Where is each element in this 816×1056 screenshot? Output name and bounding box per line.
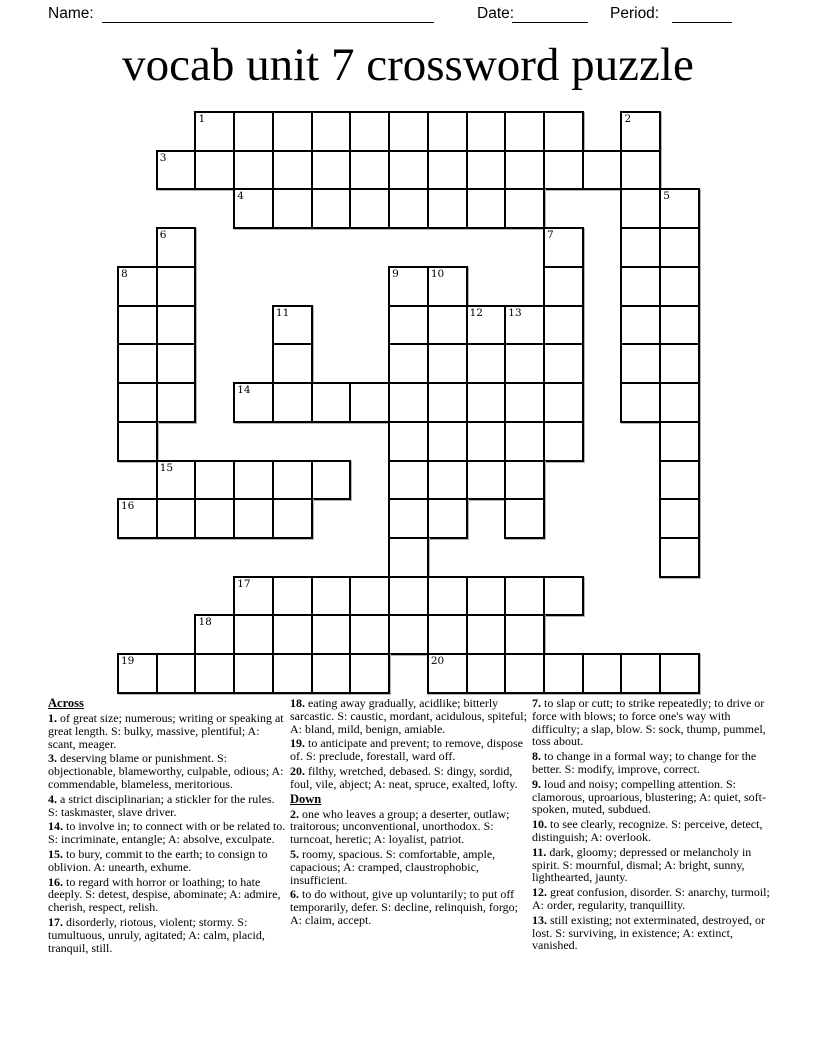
grid-cell[interactable] bbox=[466, 460, 507, 501]
cell-number: 15 bbox=[159, 461, 174, 474]
grid-cell[interactable] bbox=[427, 188, 468, 229]
grid-cell[interactable] bbox=[272, 188, 313, 229]
grid-cell[interactable] bbox=[117, 343, 158, 384]
clue-num: 1. bbox=[48, 711, 57, 725]
clue-num: 2. bbox=[290, 806, 299, 821]
cell-number: 12 bbox=[469, 306, 483, 319]
clue-column bbox=[532, 697, 770, 956]
grid-cell[interactable] bbox=[349, 150, 390, 191]
date-label: Date: bbox=[477, 5, 515, 22]
clue: 10. to see clearly, recognize. S: perceive, detect, distinguish; A: overlook. bbox=[532, 817, 763, 844]
grid-cell[interactable] bbox=[311, 614, 352, 655]
grid-cell[interactable] bbox=[427, 382, 468, 423]
grid-cell[interactable] bbox=[466, 150, 507, 191]
grid-cell[interactable] bbox=[427, 150, 468, 191]
grid-cell[interactable] bbox=[388, 537, 429, 578]
clue: 6. to do without, give up voluntarily; to put off temporarily, defer. S: decline, relinquish, forgo; A: claim, accept. bbox=[290, 887, 518, 927]
grid-cell[interactable] bbox=[388, 188, 429, 229]
grid-cell[interactable] bbox=[582, 150, 623, 191]
cell-number: 11 bbox=[275, 306, 290, 319]
clue: 18. eating away gradually, acidlike; bitterly sarcastic. S: caustic, mordant, acidulous, spiteful; A: bland, mild, benign, amiable. bbox=[290, 696, 527, 736]
grid-cell[interactable] bbox=[388, 343, 429, 384]
grid-cell[interactable] bbox=[349, 576, 390, 617]
cell-number: 13 bbox=[508, 306, 522, 319]
grid-cell[interactable] bbox=[659, 305, 700, 346]
clue-section-heading: Across bbox=[48, 696, 84, 710]
page-title: vocab unit 7 crossword puzzle bbox=[122, 39, 694, 91]
clue-num: 15. bbox=[48, 846, 63, 861]
grid-cell[interactable] bbox=[311, 576, 352, 617]
clue-num: 18. bbox=[290, 696, 305, 710]
grid-cell[interactable] bbox=[233, 460, 274, 501]
grid-cell[interactable] bbox=[311, 111, 352, 152]
grid-cell[interactable] bbox=[427, 305, 468, 346]
clue-num: 4. bbox=[48, 791, 57, 806]
clue: 19. to anticipate and prevent; to remove, dispose of. S: preclude, forestall, ward off. bbox=[290, 736, 523, 764]
grid-cell[interactable] bbox=[233, 111, 274, 152]
cell-number: 7 bbox=[547, 229, 554, 242]
grid-cell[interactable] bbox=[194, 460, 235, 501]
grid-cell[interactable] bbox=[504, 421, 545, 462]
grid-cell[interactable] bbox=[466, 614, 507, 655]
cell-number: 1 bbox=[198, 113, 206, 125]
clue-section-heading: Down bbox=[290, 791, 322, 806]
cell-number: 10 bbox=[430, 267, 445, 280]
grid-cell[interactable] bbox=[349, 382, 390, 423]
grid-cell[interactable] bbox=[194, 150, 235, 191]
clue-num: 3. bbox=[48, 751, 57, 766]
grid-cell[interactable] bbox=[272, 576, 313, 617]
grid-cell[interactable] bbox=[349, 111, 390, 152]
clue: 14. to involve in; to connect with or be related to. S: incriminate, entangle; A: absolve, exculpate. bbox=[48, 819, 286, 847]
grid-cell[interactable] bbox=[659, 266, 700, 307]
grid-cell[interactable] bbox=[349, 614, 390, 655]
grid-cell[interactable] bbox=[427, 343, 468, 384]
grid-cell[interactable] bbox=[620, 227, 661, 268]
grid-cell[interactable] bbox=[233, 653, 274, 694]
cell-number: 17 bbox=[237, 577, 251, 590]
grid-cell[interactable] bbox=[272, 498, 313, 539]
grid-cell[interactable] bbox=[388, 111, 429, 152]
grid-cell[interactable] bbox=[388, 498, 429, 539]
grid-cell[interactable] bbox=[659, 460, 700, 501]
grid-cell[interactable] bbox=[466, 382, 507, 423]
clue-num: 5. bbox=[290, 846, 299, 861]
cell-number: 3 bbox=[159, 151, 167, 164]
grid-cell[interactable] bbox=[156, 382, 197, 423]
cell-number: 18 bbox=[198, 616, 212, 629]
grid-cell[interactable] bbox=[543, 343, 584, 384]
grid-cell[interactable] bbox=[311, 150, 352, 191]
grid-cell[interactable] bbox=[156, 266, 197, 307]
grid-cell[interactable] bbox=[543, 576, 584, 617]
clue: 11. dark, gloomy; depressed or melancholy in spirit. S: mournful, dismal; A: bright, sunny, lighthearted, jaunty. bbox=[532, 844, 752, 885]
grid-cell[interactable] bbox=[466, 653, 507, 694]
clue: 17. disorderly, riotous, violent; stormy. S: tumultuous, unruly, agitated; A: calm, placid, tranquil, still. bbox=[48, 914, 265, 955]
grid-cell[interactable] bbox=[427, 421, 468, 462]
grid-cell[interactable] bbox=[388, 305, 429, 346]
grid-cell[interactable] bbox=[427, 111, 468, 152]
grid-cell[interactable] bbox=[388, 576, 429, 617]
clue-num: 20. bbox=[290, 763, 305, 778]
grid-cell[interactable] bbox=[659, 537, 700, 578]
grid-cell[interactable] bbox=[466, 576, 507, 617]
clue-num: 13. bbox=[532, 912, 547, 927]
grid-cell[interactable] bbox=[620, 150, 661, 191]
grid-cell[interactable] bbox=[349, 653, 390, 694]
grid-cell[interactable] bbox=[194, 498, 235, 539]
grid-cell[interactable] bbox=[504, 498, 545, 539]
grid-cell[interactable] bbox=[466, 421, 507, 462]
cell-number: 5 bbox=[663, 190, 670, 203]
grid-cell[interactable] bbox=[272, 382, 313, 423]
cell-number: 6 bbox=[159, 229, 167, 242]
cell-number: 16 bbox=[121, 500, 135, 513]
grid-cell[interactable] bbox=[156, 343, 197, 384]
cell-number: 19 bbox=[121, 655, 135, 668]
clue: 16. to regard with horror or loathing; to hate deeply. S: detest, despise, abominate; A: admire, cherish, respect, relish. bbox=[48, 874, 281, 915]
clue-num: 10. bbox=[532, 817, 547, 832]
clue: 2. one who leaves a group; a deserter, outlaw; traitorous; unconventional, unorthodox. S: turncoat, heretic; A: loyalist, patriot. bbox=[290, 806, 510, 847]
grid-cell[interactable] bbox=[466, 343, 507, 384]
grid-cell[interactable] bbox=[659, 343, 700, 384]
clue-num: 9. bbox=[532, 776, 541, 791]
cell-number: 2 bbox=[624, 113, 632, 125]
grid-cell[interactable] bbox=[156, 305, 197, 346]
clue-num: 17. bbox=[48, 914, 63, 929]
grid-cell[interactable] bbox=[466, 188, 507, 229]
clue: 8. to change in a formal way; to change for the better. S: modify, improve, correct. bbox=[532, 749, 757, 776]
grid-cell[interactable] bbox=[504, 188, 545, 229]
grid-cell[interactable] bbox=[233, 150, 274, 191]
clue: 9. loud and noisy; compelling attention. S: clamorous, uproarious, blustering; A: quiet, soft-spoken, muted, subdued. bbox=[532, 776, 766, 817]
grid-cell[interactable] bbox=[311, 382, 352, 423]
grid-cell[interactable] bbox=[504, 576, 545, 617]
grid-cell[interactable] bbox=[117, 382, 158, 423]
clue-num: 16. bbox=[48, 874, 63, 889]
name-label: Name: bbox=[48, 5, 94, 22]
clue-num: 11. bbox=[532, 844, 547, 859]
grid-cell[interactable] bbox=[659, 421, 700, 462]
grid-cell[interactable] bbox=[388, 460, 429, 501]
grid-cell[interactable] bbox=[620, 382, 661, 423]
grid-cell[interactable] bbox=[233, 614, 274, 655]
grid-cell[interactable] bbox=[620, 343, 661, 384]
clue: 13. still existing; not exterminated, destroyed, or lost. S: surviving, in existence; A: extinct, vanished. bbox=[532, 912, 765, 953]
grid-cell[interactable] bbox=[427, 460, 468, 501]
grid-cell[interactable] bbox=[504, 614, 545, 655]
grid-cell[interactable] bbox=[659, 653, 700, 694]
grid-cell[interactable] bbox=[388, 614, 429, 655]
grid-cell[interactable] bbox=[427, 576, 468, 617]
grid-cell[interactable] bbox=[117, 421, 158, 462]
grid-cell[interactable] bbox=[311, 653, 352, 694]
grid-cell[interactable] bbox=[272, 150, 313, 191]
clue-num: 7. bbox=[532, 696, 541, 710]
clue-column bbox=[48, 697, 286, 956]
clue: 20. filthy, wretched, debased. S: dingy, sordid, foul, vile, abject; A: neat, spruce, exalted, lofty. bbox=[290, 763, 518, 791]
grid-cell[interactable] bbox=[272, 653, 313, 694]
grid-cell[interactable] bbox=[659, 498, 700, 539]
grid-cell[interactable] bbox=[543, 266, 584, 307]
clue-num: 8. bbox=[532, 749, 541, 764]
name-blank-line[interactable] bbox=[102, 22, 434, 23]
grid-cell[interactable] bbox=[504, 653, 545, 694]
grid-cell[interactable] bbox=[311, 188, 352, 229]
grid-cell[interactable] bbox=[543, 150, 584, 191]
grid-cell[interactable] bbox=[543, 382, 584, 423]
clue: 15. to bury, commit to the earth; to consign to oblivion. A: unearth, exhume. bbox=[48, 846, 268, 874]
grid-cell[interactable] bbox=[272, 614, 313, 655]
clue-num: 19. bbox=[290, 736, 305, 751]
cell-number: 8 bbox=[121, 267, 128, 280]
grid-cell[interactable] bbox=[504, 111, 545, 152]
clue: 7. to slap or cutt; to strike repeatedly; to drive or force with blows; to force one's way with difficulty; a slap, blow. S: sock, thump, pummel, toss about. bbox=[532, 696, 766, 749]
clue-column bbox=[290, 697, 528, 956]
grid-cell[interactable] bbox=[543, 111, 584, 152]
clues-area bbox=[48, 697, 772, 956]
crossword-grid bbox=[117, 111, 701, 695]
clue-num: 6. bbox=[290, 887, 299, 902]
grid-cell[interactable] bbox=[272, 460, 313, 501]
clue-num: 14. bbox=[48, 819, 63, 834]
grid-cell[interactable] bbox=[272, 343, 313, 384]
grid-cell[interactable] bbox=[620, 653, 661, 694]
grid-cell[interactable] bbox=[349, 188, 390, 229]
cell-number: 9 bbox=[392, 267, 399, 280]
clue: 1. of great size; numerous; writing or speaking at great length. S: bulky, massive, plentiful; A: scant, meager. bbox=[48, 711, 284, 751]
grid-cell[interactable] bbox=[388, 421, 429, 462]
grid-cell[interactable] bbox=[194, 653, 235, 694]
grid-cell[interactable] bbox=[620, 266, 661, 307]
clue: 12. great confusion, disorder. S: anarchy, turmoil; A: order, regularity, tranquillity. bbox=[532, 885, 770, 912]
grid-cell[interactable] bbox=[156, 653, 197, 694]
grid-cell[interactable] bbox=[117, 305, 158, 346]
grid-cell[interactable] bbox=[659, 382, 700, 423]
grid-cell[interactable] bbox=[156, 498, 197, 539]
grid-cell[interactable] bbox=[466, 111, 507, 152]
grid-cell[interactable] bbox=[427, 498, 468, 539]
grid-cell[interactable] bbox=[427, 614, 468, 655]
period-label: Period: bbox=[610, 5, 660, 22]
clue-num: 12. bbox=[532, 885, 547, 900]
grid-cell[interactable] bbox=[543, 305, 584, 346]
grid-cell[interactable] bbox=[620, 305, 661, 346]
cell-number: 20 bbox=[430, 655, 445, 668]
grid-cell[interactable] bbox=[582, 653, 623, 694]
grid-cell[interactable] bbox=[504, 343, 545, 384]
grid-cell[interactable] bbox=[311, 460, 352, 501]
grid-cell[interactable] bbox=[620, 188, 661, 229]
clue: 5. roomy, spacious. S: comfortable, ample, capacious; A: cramped, claustrophobic, insufficient. bbox=[290, 846, 496, 887]
cell-number: 4 bbox=[237, 190, 244, 203]
grid-cell[interactable] bbox=[233, 498, 274, 539]
date-blank-line[interactable] bbox=[512, 22, 588, 23]
grid-cell[interactable] bbox=[659, 227, 700, 268]
grid-cell[interactable] bbox=[504, 150, 545, 191]
clue: 4. a strict disciplinarian; a stickler for the rules. S: taskmaster, slave driver. bbox=[48, 791, 275, 819]
grid-cell[interactable] bbox=[504, 382, 545, 423]
clue: 3. deserving blame or punishment. S: objectionable, blameworthy, culpable, odious; A: commendable, blameless, meritorious. bbox=[48, 751, 284, 791]
grid-cell[interactable] bbox=[543, 421, 584, 462]
grid-cell[interactable] bbox=[504, 460, 545, 501]
cell-number: 14 bbox=[237, 384, 251, 397]
grid-cell[interactable] bbox=[388, 150, 429, 191]
grid-cell[interactable] bbox=[543, 653, 584, 694]
grid-cell[interactable] bbox=[388, 382, 429, 423]
period-blank-line[interactable] bbox=[672, 22, 732, 23]
grid-cell[interactable] bbox=[272, 111, 313, 152]
